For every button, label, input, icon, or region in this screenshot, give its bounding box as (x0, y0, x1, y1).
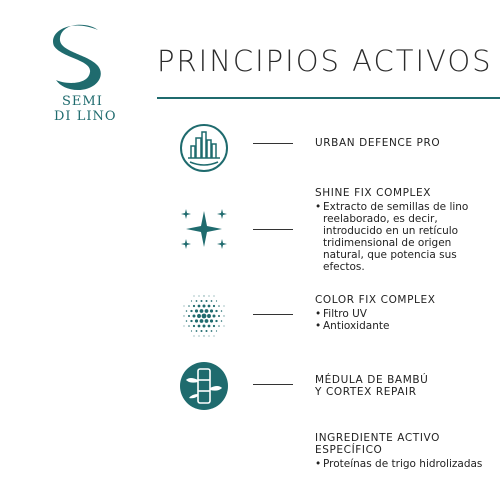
uv-filter-dots-icon (178, 290, 230, 342)
halftone-dot (211, 330, 213, 332)
ingredient-bullet: • Extracto de semillas de lino reelaborado, es decir, introducido en un retículo tridimensional de origen natural, que potencia sus efectos. (315, 201, 495, 273)
ingredient-heading: SHINE FIX COMPLEX (315, 187, 432, 199)
halftone-dot (186, 320, 188, 322)
halftone-dot (190, 320, 192, 322)
brand-logo (40, 20, 120, 130)
halftone-dot (196, 300, 198, 302)
halftone-dot (194, 336, 195, 337)
halftone-dot (198, 325, 201, 328)
halftone-dot (200, 319, 204, 323)
halftone-dot (213, 315, 216, 318)
ingredient-heading: COLOR FIX COMPLEX (315, 294, 436, 306)
ingredient-text (315, 137, 495, 149)
ingredient-text (315, 294, 495, 332)
halftone-dot (184, 326, 185, 327)
connector-line (253, 384, 293, 385)
halftone-dot (221, 320, 223, 322)
halftone-dot (224, 326, 225, 327)
ingredient-bullet: • Antioxidante (315, 320, 495, 332)
halftone-dot (208, 335, 209, 336)
halftone-dot (198, 295, 199, 296)
halftone-dot (208, 325, 211, 328)
ingredient-bullet: • Proteínas de trigo hidrolizadas (315, 458, 495, 470)
halftone-dot (216, 330, 217, 331)
connector-line (253, 143, 293, 144)
halftone-dot (200, 330, 202, 332)
halftone-dot (208, 295, 209, 296)
ingredient-heading: INGREDIENTE ACTIVO (315, 432, 440, 444)
halftone-dot (205, 300, 207, 302)
halftone-dot (191, 330, 192, 331)
halftone-dot (183, 315, 184, 316)
halftone-dot (216, 300, 217, 301)
ingredient-text (315, 374, 495, 398)
halftone-dot (193, 315, 196, 318)
city-icon (178, 122, 230, 174)
halftone-dot (208, 305, 211, 308)
halftone-dot (203, 295, 204, 296)
halftone-dot (184, 306, 185, 307)
halftone-dot (205, 330, 207, 332)
halftone-dot (200, 309, 204, 313)
halftone-dot (218, 315, 220, 317)
halftone-dot (213, 325, 215, 327)
halftone-dot (200, 300, 202, 302)
ingredient-text (315, 432, 495, 470)
sparkles-icon (178, 203, 230, 255)
halftone-dot (214, 336, 215, 337)
halftone-dot (197, 314, 201, 318)
halftone-dot (205, 319, 209, 323)
ingredient-bullet: • Filtro UV (315, 308, 495, 320)
halftone-dot (193, 305, 195, 307)
halftone-dot (224, 306, 225, 307)
connector-line (253, 229, 293, 230)
halftone-dot (194, 296, 195, 297)
halftone-dot (203, 335, 204, 336)
halftone-dot (203, 305, 206, 308)
halftone-dot (188, 305, 190, 307)
halftone-dot (195, 309, 198, 312)
ingredient-heading: MÉDULA DE BAMBÚ (315, 374, 429, 386)
halftone-dot (188, 325, 190, 327)
halftone-dot (196, 330, 198, 332)
halftone-dot (190, 310, 192, 312)
ingredient-text (315, 187, 495, 273)
logo-line-1: SEMI (62, 94, 103, 109)
halftone-dot (207, 314, 211, 318)
title-divider (157, 97, 500, 99)
halftone-dot (218, 325, 220, 327)
page-title: PRINCIPIOS ACTIVOS (157, 44, 493, 78)
halftone-dot (205, 309, 209, 313)
s-logo-icon (48, 20, 112, 92)
halftone-dot (203, 325, 206, 328)
halftone-dot (215, 310, 217, 312)
ingredient-heading: Y CORTEX REPAIR (315, 386, 417, 398)
ingredient-heading: ESPECÍFICO (315, 444, 383, 456)
halftone-dot (218, 305, 220, 307)
halftone-dot (202, 314, 207, 319)
connector-line (253, 314, 293, 315)
halftone-dot (193, 325, 195, 327)
halftone-dot (210, 309, 213, 312)
halftone-dot (195, 319, 198, 322)
halftone-dot (188, 315, 190, 317)
halftone-dot (215, 320, 217, 322)
halftone-dot (198, 305, 201, 308)
halftone-dot (211, 300, 213, 302)
bamboo-icon (178, 360, 230, 412)
halftone-dot (214, 296, 215, 297)
halftone-dot (210, 319, 213, 322)
halftone-dot (221, 310, 223, 312)
halftone-dot (191, 300, 192, 301)
halftone-dot (213, 305, 215, 307)
halftone-dot (186, 310, 188, 312)
halftone-dot (223, 315, 224, 316)
logo-line-2: DI LINO (54, 109, 117, 124)
halftone-dot (198, 335, 199, 336)
ingredient-heading: URBAN DEFENCE PRO (315, 137, 441, 149)
